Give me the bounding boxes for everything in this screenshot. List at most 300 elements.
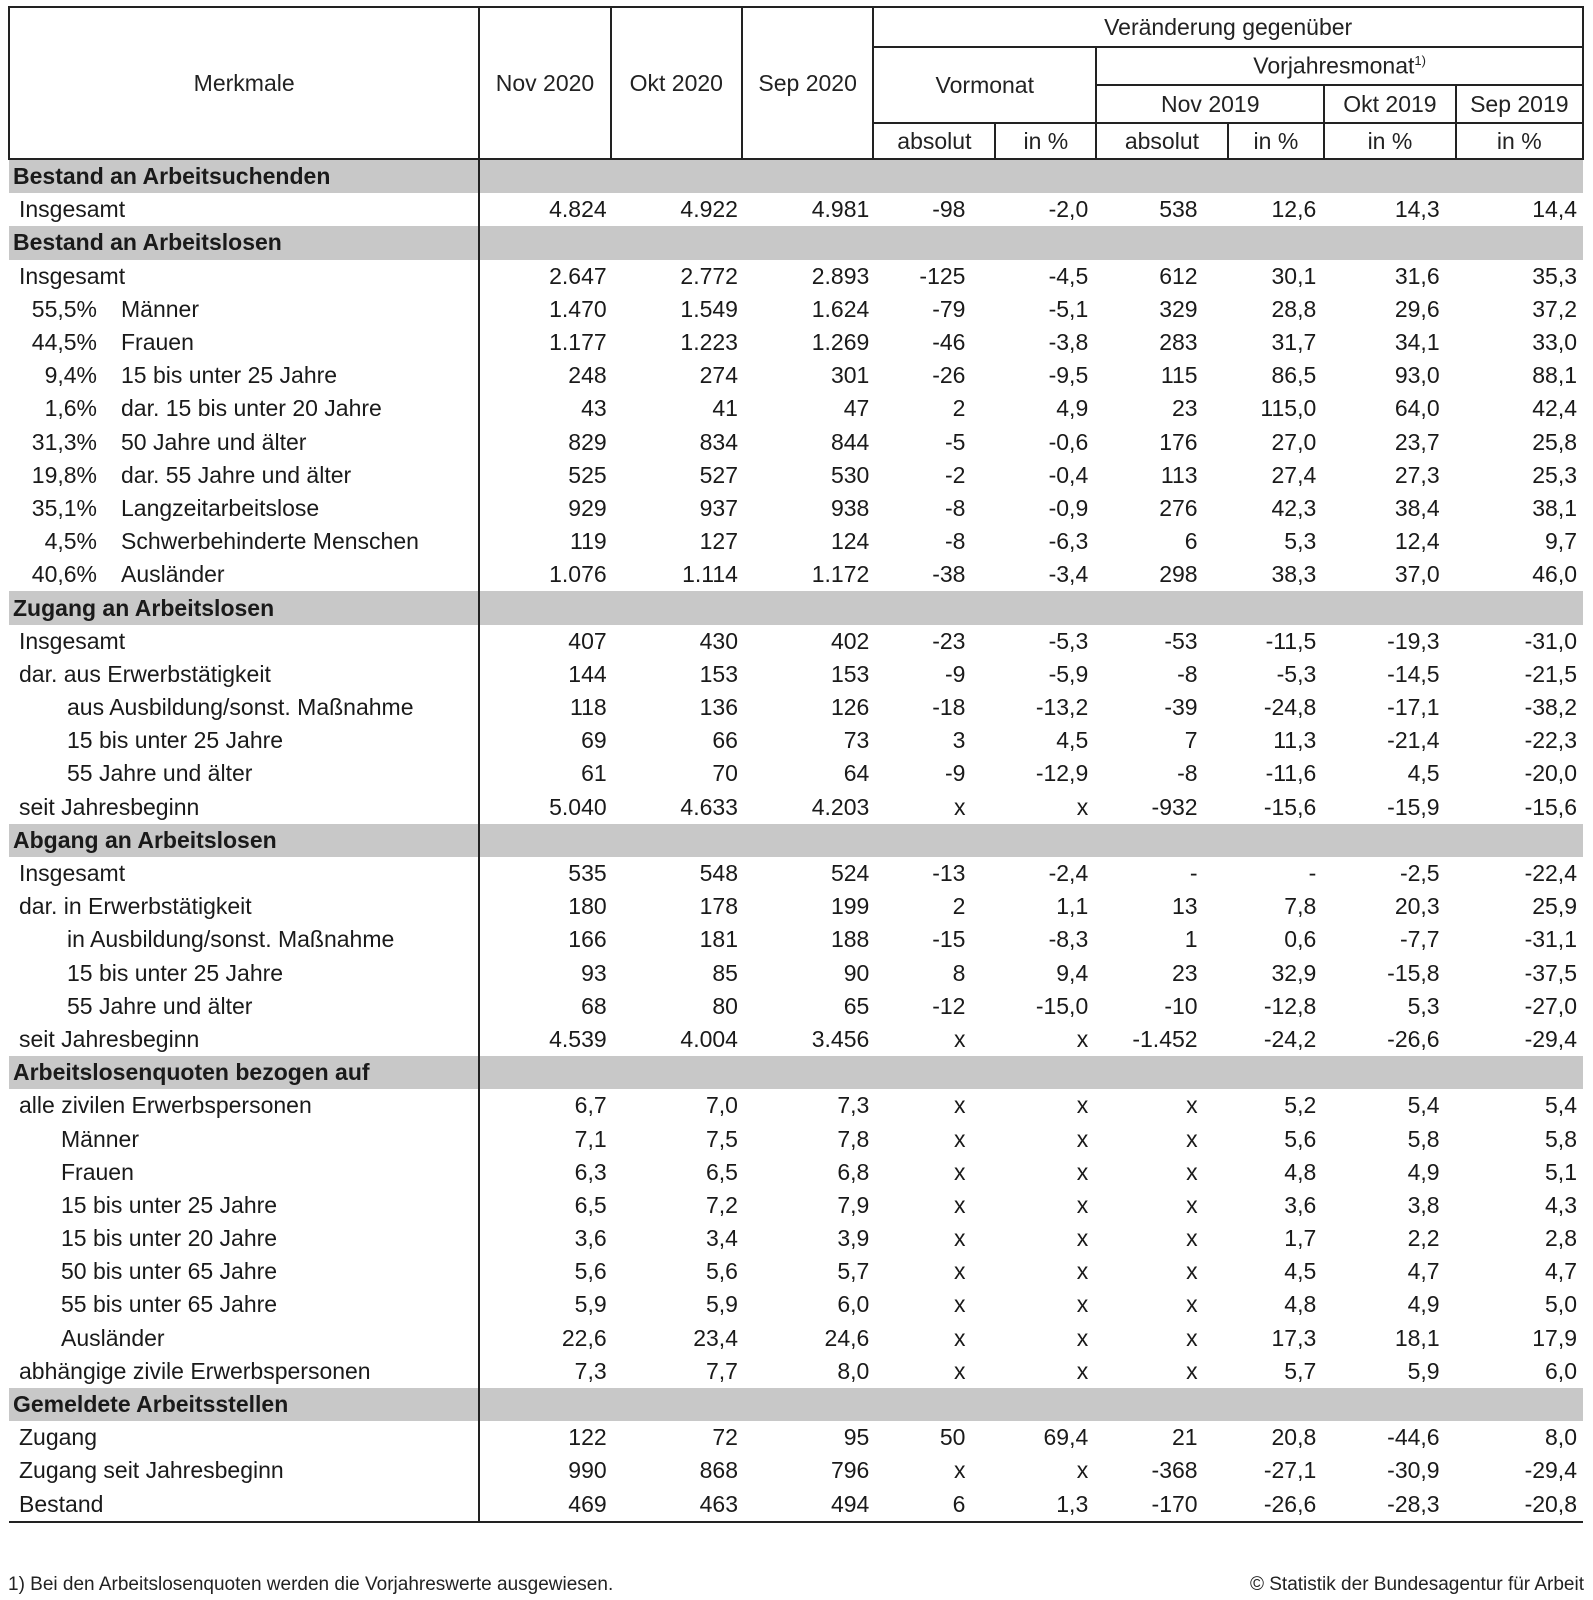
table-cell: -3,8 (1048, 329, 1089, 356)
table-cell: 548 (699, 860, 738, 887)
table-cell: -13,2 (1035, 694, 1089, 721)
table-cell: 25,8 (1532, 428, 1577, 455)
table-cell: -2,5 (1399, 860, 1440, 887)
table-cell: -5,3 (1048, 627, 1089, 654)
table-cell: -21,5 (1524, 660, 1577, 687)
table-cell: -31,0 (1524, 627, 1577, 654)
row-label: seit Jahresbeginn (19, 793, 200, 820)
row-label-cell (9, 1089, 479, 1122)
table-cell: 829 (568, 428, 607, 455)
table-cell: 4,8 (1284, 1291, 1317, 1318)
table-cell: x (1186, 1225, 1198, 1252)
table-cell: 46,0 (1532, 561, 1577, 588)
row-share: 31,3% (31, 428, 97, 455)
table-row (9, 724, 1583, 757)
table-cell: -19,3 (1387, 627, 1440, 654)
table-cell: 2,8 (1545, 1225, 1577, 1252)
table-cell: 20,3 (1394, 893, 1440, 920)
table-cell: - (1189, 860, 1198, 887)
header-vorjahr-pct: in % (1228, 123, 1325, 159)
table-cell: 5,8 (1545, 1125, 1577, 1152)
table-cell: 93,0 (1394, 362, 1440, 389)
table-cell: x (953, 1158, 966, 1185)
table-cell: 5,7 (1284, 1357, 1317, 1384)
section-title: Bestand an Arbeitsuchenden (9, 159, 479, 193)
row-label-cell (9, 625, 479, 658)
row-label-cell (9, 724, 479, 757)
row-label: Zugang (19, 1424, 98, 1451)
table-cell: x (1186, 1324, 1198, 1351)
table-cell: 13 (1171, 893, 1198, 920)
table-cell: 69,4 (1043, 1424, 1089, 1451)
row-label: Ausländer (61, 1324, 165, 1351)
table-cell: 276 (1159, 494, 1198, 521)
table-row (9, 426, 1583, 459)
table-cell: 180 (568, 893, 607, 920)
row-label: Insgesamt (19, 627, 126, 654)
row-label: Frauen (61, 1158, 134, 1185)
table-cell: -10 (1164, 992, 1198, 1019)
table-cell: x (1186, 1357, 1198, 1384)
row-label: 15 bis unter 25 Jahre (67, 959, 284, 986)
row-label-cell (9, 957, 479, 990)
table-cell: 6,7 (574, 1092, 607, 1119)
section-fill (479, 1056, 1583, 1089)
table-cell: 9,4 (1056, 959, 1089, 986)
table-cell: -15 (932, 926, 966, 953)
table-cell: 1.549 (680, 295, 738, 322)
table-cell: -53 (1164, 627, 1198, 654)
row-share: 4,5% (44, 528, 97, 555)
table-cell: x (953, 1092, 966, 1119)
table-cell: 43 (581, 395, 607, 422)
table-cell: x (1076, 1025, 1089, 1052)
table-cell: 2.647 (549, 262, 607, 289)
table-cell: 181 (699, 926, 738, 953)
header-footnote-marker: 1) (1414, 53, 1426, 69)
table-row (9, 1421, 1583, 1454)
table-cell: -26,6 (1387, 1025, 1440, 1052)
row-label-cell (9, 857, 479, 890)
table-row (9, 525, 1583, 558)
table-row (9, 1222, 1583, 1255)
table-cell: 4.922 (680, 196, 738, 223)
table-cell: 80 (712, 992, 738, 1019)
table-cell: 4,9 (1407, 1291, 1440, 1318)
table-row (9, 757, 1583, 790)
table-cell: 430 (699, 627, 738, 654)
table-cell: -8,3 (1048, 926, 1089, 953)
table-cell: x (1076, 1457, 1089, 1484)
section-fill (479, 226, 1583, 259)
table-cell: 23 (1171, 395, 1198, 422)
table-cell: 329 (1159, 295, 1198, 322)
table-cell: 4.981 (811, 196, 870, 223)
table-cell: 990 (568, 1457, 607, 1484)
row-label: Insgesamt (19, 262, 126, 289)
table-cell: 124 (830, 528, 870, 555)
table-cell: x (1076, 1158, 1089, 1185)
row-label: 15 bis unter 25 Jahre (67, 727, 284, 754)
row-label: alle zivilen Erwerbspersonen (19, 1092, 312, 1119)
table-cell: 6 (1184, 528, 1198, 555)
table-cell: 93 (581, 959, 607, 986)
table-cell: 33,0 (1532, 329, 1577, 356)
section-fill (479, 824, 1583, 857)
table-cell: 31,6 (1394, 262, 1440, 289)
table-cell: 66 (712, 727, 738, 754)
table-cell: 868 (699, 1457, 738, 1484)
table-row (9, 260, 1583, 293)
table-cell: 6,8 (837, 1158, 870, 1185)
row-share: 1,6% (44, 395, 97, 422)
table-cell: 1,1 (1056, 893, 1089, 920)
table-cell: 18,1 (1394, 1324, 1440, 1351)
table-row (9, 1255, 1583, 1288)
table-cell: -15,0 (1035, 992, 1089, 1019)
table-cell: 2.772 (680, 262, 738, 289)
table-cell: -8 (945, 494, 966, 521)
row-label-cell (9, 426, 479, 459)
table-cell: 20,8 (1271, 1424, 1317, 1451)
section-row (9, 159, 1583, 193)
table-cell: 527 (699, 461, 738, 488)
table-cell: x (953, 793, 966, 820)
table-cell: 4,7 (1545, 1258, 1577, 1285)
table-cell: x (953, 1357, 966, 1384)
table-cell: -15,6 (1524, 793, 1577, 820)
table-cell: -15,9 (1387, 793, 1440, 820)
table-cell: 70 (712, 760, 738, 787)
table-row (9, 1454, 1583, 1487)
table-cell: 122 (568, 1424, 607, 1451)
table-cell: 402 (830, 627, 870, 654)
table-cell: 6,0 (1545, 1357, 1577, 1384)
table-cell: -27,1 (1263, 1457, 1317, 1484)
table-cell: 1.470 (549, 295, 607, 322)
table-cell: x (953, 1457, 966, 1484)
table-cell: -0,9 (1048, 494, 1089, 521)
table-cell: 7 (1184, 727, 1198, 754)
table-cell: 4,7 (1407, 1258, 1440, 1285)
row-label-cell (9, 990, 479, 1023)
table-cell: 1.076 (549, 561, 607, 588)
table-cell: 14,4 (1532, 196, 1577, 223)
table-cell: 3,6 (1284, 1191, 1317, 1218)
table-row (9, 625, 1583, 658)
header-month-1: Nov 2020 (479, 7, 610, 159)
table-row (9, 1488, 1583, 1522)
table-cell: 1.624 (811, 295, 870, 322)
table-cell: -12,9 (1035, 760, 1089, 787)
table-cell: -79 (932, 295, 966, 322)
table-cell: 118 (569, 694, 607, 721)
table-cell: 30,1 (1271, 262, 1317, 289)
row-label-cell (9, 658, 479, 691)
table-cell: 113 (1160, 461, 1198, 488)
section-title: Arbeitslosenquoten bezogen auf (9, 1056, 479, 1089)
row-label-cell (9, 890, 479, 923)
table-cell: 6,5 (706, 1158, 738, 1185)
table-cell: -12 (932, 992, 966, 1019)
table-cell: 2.893 (811, 262, 870, 289)
row-label-cell (9, 1189, 479, 1222)
table-cell: -8 (945, 528, 966, 555)
section-fill (479, 159, 1583, 193)
footnote: 1) Bei den Arbeitslosenquoten werden die Vorjahreswerte ausgewiesen. (8, 1574, 614, 1595)
table-cell: x (1186, 1291, 1198, 1318)
table-cell: 27,0 (1271, 428, 1317, 455)
table-row (9, 1122, 1583, 1155)
table-cell: 0,6 (1284, 926, 1317, 953)
table-row (9, 857, 1583, 890)
table-cell: 12,6 (1271, 196, 1317, 223)
row-label: in Ausbildung/sonst. Maßnahme (67, 926, 395, 953)
row-share: 19,8% (31, 461, 97, 488)
table-cell: 153 (830, 660, 870, 687)
row-label: Männer (121, 295, 199, 322)
table-cell: x (1076, 1191, 1089, 1218)
table-cell: -18 (932, 694, 966, 721)
row-label-cell (9, 392, 479, 425)
table-cell: 166 (568, 926, 607, 953)
table-body (9, 159, 1583, 1522)
table-cell: -3,4 (1048, 561, 1089, 588)
table-cell: 86,5 (1271, 362, 1317, 389)
table-cell: -5,1 (1048, 295, 1089, 322)
table-cell: 27,4 (1271, 461, 1317, 488)
table-cell: 29,6 (1394, 295, 1440, 322)
table-cell: 525 (568, 461, 607, 488)
table-cell: 535 (568, 860, 607, 887)
table-cell: 38,1 (1532, 494, 1577, 521)
row-label: Frauen (121, 329, 194, 356)
row-label-cell (9, 1156, 479, 1189)
table-cell: 85 (712, 959, 738, 986)
table-cell: 41 (712, 395, 738, 422)
table-cell: 5,9 (706, 1291, 738, 1318)
table-cell: 42,4 (1532, 395, 1577, 422)
table-cell: 61 (581, 760, 607, 787)
table-cell: x (1186, 1258, 1198, 1285)
table-cell: 25,9 (1532, 893, 1577, 920)
table-cell: 4,9 (1056, 395, 1089, 422)
header-vorjahresmonat (1096, 47, 1583, 85)
row-label-cell (9, 1454, 479, 1487)
row-label-cell (9, 326, 479, 359)
table-cell: -9 (945, 660, 966, 687)
table-cell: 23,7 (1394, 428, 1440, 455)
table-cell: 35,3 (1532, 262, 1577, 289)
table-header (9, 7, 1583, 159)
table-cell: 188 (830, 926, 870, 953)
row-label-cell (9, 492, 479, 525)
table-cell: 4.824 (549, 196, 607, 223)
table-cell: 17,3 (1271, 1324, 1317, 1351)
section-row (9, 591, 1583, 624)
table-cell: 2 (952, 893, 966, 920)
table-cell: 5,9 (574, 1291, 607, 1318)
table-cell: 7,2 (706, 1191, 738, 1218)
table-cell: 9,7 (1545, 528, 1577, 555)
table-cell: 23,4 (693, 1324, 738, 1351)
table-cell: 22,6 (561, 1324, 607, 1351)
table-cell: -24,2 (1263, 1025, 1317, 1052)
table-cell: 28,8 (1271, 295, 1317, 322)
table-row (9, 923, 1583, 956)
table-cell: 34,1 (1394, 329, 1440, 356)
table-cell: -20,0 (1524, 760, 1577, 787)
table-cell: 4,5 (1284, 1258, 1317, 1285)
table-cell: 47 (843, 395, 870, 422)
table-cell: 21 (1171, 1424, 1198, 1451)
table-cell: 844 (830, 428, 870, 455)
row-label: Insgesamt (19, 860, 126, 887)
header-vormonat-pct: in % (995, 123, 1096, 159)
table-cell: -7,7 (1399, 926, 1440, 953)
table-cell: -170 (1096, 1488, 1227, 1522)
table-cell: x (1076, 1125, 1089, 1152)
row-label-cell (9, 1023, 479, 1056)
table-cell: 23 (1171, 959, 1198, 986)
row-label: aus Ausbildung/sonst. Maßnahme (67, 694, 414, 721)
table-cell: 27,3 (1394, 461, 1440, 488)
table-cell: -5,3 (1276, 660, 1317, 687)
table-cell: 42,3 (1271, 494, 1317, 521)
table-cell: x (953, 1191, 966, 1218)
table-cell: 8 (952, 959, 966, 986)
table-cell: -12,8 (1263, 992, 1317, 1019)
table-cell: -29,4 (1524, 1457, 1577, 1484)
source-note: © Statistik der Bundesagentur für Arbeit (1249, 1574, 1584, 1595)
table-cell: -14,5 (1387, 660, 1440, 687)
table-cell: 90 (843, 959, 870, 986)
table-cell: 4.004 (680, 1025, 738, 1052)
row-label: 55 Jahre und älter (67, 760, 253, 787)
row-label-cell (9, 558, 479, 591)
table-row (9, 1322, 1583, 1355)
table-cell: 5,8 (1407, 1125, 1440, 1152)
table-cell: 6,3 (574, 1158, 607, 1185)
table-cell: - (1308, 860, 1317, 887)
table-cell: -21,4 (1387, 727, 1440, 754)
row-label-cell (9, 359, 479, 392)
table-cell: 301 (830, 362, 870, 389)
table-cell: 37,2 (1532, 295, 1577, 322)
header-veraenderung: Veränderung gegenüber (873, 7, 1583, 47)
row-label-cell (9, 459, 479, 492)
row-label: Männer (61, 1125, 139, 1152)
table-cell: 463 (611, 1488, 742, 1522)
table-cell: 4,5 (1407, 760, 1440, 787)
table-cell: -11,6 (1265, 760, 1317, 787)
table-cell: -15,6 (1263, 793, 1317, 820)
table-cell: 6,0 (837, 1291, 870, 1318)
table-cell: -46 (932, 329, 966, 356)
row-label-cell (9, 1488, 479, 1522)
table-row (9, 1023, 1583, 1056)
table-row (9, 359, 1583, 392)
row-label: 55 bis unter 65 Jahre (61, 1291, 278, 1318)
table-cell: 7,7 (706, 1357, 738, 1384)
table-cell: 126 (830, 694, 870, 721)
table-row (9, 658, 1583, 691)
table-cell: -9 (945, 760, 966, 787)
table-cell: 65 (843, 992, 870, 1019)
table-row (9, 492, 1583, 525)
header-merkmale: Merkmale (9, 7, 479, 159)
header-vormonat-absolut: absolut (873, 123, 995, 159)
table-cell: -5 (945, 428, 966, 455)
row-label: 55 Jahre und älter (67, 992, 253, 1019)
table-cell: x (1076, 1291, 1089, 1318)
table-cell: 38,4 (1394, 494, 1440, 521)
table-cell: 248 (568, 362, 607, 389)
table-cell: x (1186, 1125, 1198, 1152)
table-cell: x (1076, 1092, 1089, 1119)
row-share: 55,5% (31, 295, 97, 322)
table-cell: 73 (843, 727, 870, 754)
table-cell: -1.452 (1132, 1025, 1198, 1052)
table-cell: 5,2 (1284, 1092, 1317, 1119)
table-cell: x (1186, 1191, 1198, 1218)
table-cell: 2 (952, 395, 966, 422)
table-row (9, 1355, 1583, 1388)
table-cell: 7,8 (1284, 893, 1317, 920)
row-label-cell (9, 1322, 479, 1355)
table-cell: 1.114 (682, 561, 738, 588)
table-cell: 469 (479, 1488, 610, 1522)
header-vorjahr-absolut: absolut (1096, 123, 1227, 159)
row-label-cell (9, 923, 479, 956)
table-cell: x (1076, 1258, 1089, 1285)
table-cell: -23 (932, 627, 966, 654)
table-cell: -98 (932, 196, 966, 223)
table-cell: -8 (1177, 660, 1198, 687)
row-label: Langzeitarbeitslose (121, 494, 320, 521)
row-label-cell (9, 1122, 479, 1155)
table-cell: 37,0 (1394, 561, 1440, 588)
table-cell: -2,0 (1048, 196, 1089, 223)
table-row (9, 791, 1583, 824)
row-label-cell (9, 1255, 479, 1288)
row-label: Insgesamt (19, 196, 126, 223)
table-cell: -17,1 (1387, 694, 1440, 721)
table-cell: 4,3 (1545, 1191, 1577, 1218)
table-cell: 1.223 (680, 329, 738, 356)
table-cell: -44,6 (1387, 1424, 1440, 1451)
section-title: Zugang an Arbeitslosen (9, 591, 479, 624)
table-row (9, 990, 1583, 1023)
table-cell: 7,3 (837, 1092, 870, 1119)
section-title: Abgang an Arbeitslosen (9, 824, 479, 857)
table-cell: x (1076, 1357, 1089, 1384)
section-title: Gemeldete Arbeitsstellen (9, 1388, 479, 1421)
table-cell: 5,7 (837, 1258, 870, 1285)
table-cell: x (1076, 793, 1089, 820)
table-cell: 176 (1159, 428, 1198, 455)
table-cell: 1 (1184, 926, 1198, 953)
row-label-cell (9, 1288, 479, 1321)
row-label: Schwerbehinderte Menschen (121, 528, 419, 555)
table-cell: 274 (699, 362, 738, 389)
table-cell: 4,9 (1407, 1158, 1440, 1185)
table-cell: 5,6 (706, 1258, 738, 1285)
table-cell: 5,1 (1545, 1158, 1577, 1185)
table-cell: 4.203 (811, 793, 870, 820)
row-label: dar. 15 bis unter 20 Jahre (121, 395, 382, 422)
table-cell: 7,0 (706, 1092, 738, 1119)
